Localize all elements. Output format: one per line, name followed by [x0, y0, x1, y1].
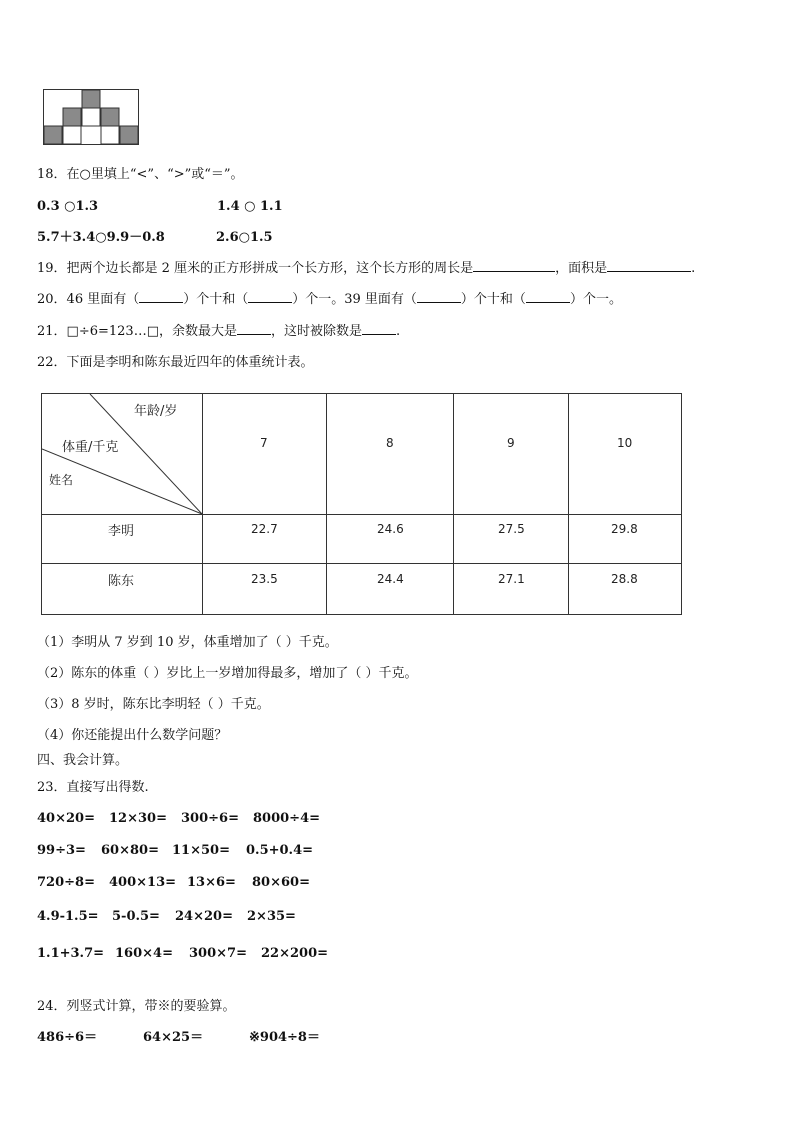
calc-item: 11×50= [172, 843, 230, 858]
q18-item: 1.4 ○ 1.1 [217, 199, 283, 214]
row-name: 李明 [108, 524, 135, 539]
section-heading: 四、我会计算。 [37, 753, 129, 768]
q18-item: 2.6○1.5 [216, 230, 273, 245]
answer-blank[interactable] [473, 259, 555, 272]
q20-question [37, 290, 622, 309]
q21-text: ，这时被除数是 [270, 324, 362, 339]
answer-blank[interactable] [248, 290, 292, 303]
pattern-square-outline [63, 126, 81, 144]
answer-blank[interactable] [417, 290, 461, 303]
header-name: 姓名 [49, 473, 74, 487]
q20-text: ）个十和（ [460, 292, 526, 307]
q22-title: 22．下面是李明和陈东最近四年的体重统计表。 [37, 355, 314, 370]
q19-text: . [691, 261, 696, 276]
calc-item: 0.5+0.4= [246, 843, 314, 858]
q20-text: ）个一。39 里面有（ [292, 292, 417, 307]
q21-text: 21．□÷6=123…□，余数最大是 [37, 324, 237, 339]
age-cell: 9 [507, 436, 515, 450]
calc-item: 2×35= [247, 909, 296, 924]
calc-item: 4.9-1.5= [37, 909, 99, 924]
q22-sub-question: （3）8 岁时，陈东比李明轻（ ）千克。 [37, 697, 270, 712]
q19-question [37, 259, 695, 278]
answer-blank[interactable] [362, 322, 396, 335]
calc-item: 13×6= [187, 875, 236, 890]
q22-sub-question: （4）你还能提出什么数学问题？ [37, 728, 228, 743]
calc-item: 400×13= [109, 875, 177, 890]
table-grid-line [42, 563, 681, 564]
answer-blank[interactable] [607, 259, 691, 272]
pattern-square [101, 108, 119, 126]
calc-item: 64×25＝ [143, 1030, 204, 1045]
answer-blank[interactable] [526, 290, 570, 303]
q20-text: ）个一。 [569, 292, 622, 307]
calc-item: 24×20= [175, 909, 233, 924]
weight-table [41, 393, 682, 615]
pattern-square [63, 108, 81, 126]
calc-item: 1.1+3.7= [37, 946, 105, 961]
q18-item: 5.7＋3.4○9.9－0.8 [37, 230, 165, 245]
calc-item: 300×7= [189, 946, 247, 961]
weight-value: 22.7 [251, 522, 278, 536]
calc-item: 22×200= [261, 946, 329, 961]
calc-item: 80×60= [252, 875, 310, 890]
table-grid-line [453, 394, 454, 614]
weight-value: 29.8 [611, 522, 638, 536]
header-age: 年龄/岁 [134, 404, 178, 419]
age-cell: 7 [260, 436, 268, 450]
calc-item: 5-0.5= [112, 909, 160, 924]
answer-blank[interactable] [237, 322, 271, 335]
pattern-square-outline [82, 108, 100, 126]
table-grid-line [568, 394, 569, 614]
calc-item: 40×20= [37, 811, 95, 826]
q24-title: 24．列竖式计算，带※的要验算。 [37, 999, 236, 1014]
answer-blank[interactable] [139, 290, 183, 303]
calc-item: 99÷3= [37, 843, 86, 858]
q21-question [37, 322, 400, 341]
weight-value: 27.1 [498, 572, 525, 586]
calc-item: 300÷6= [181, 811, 239, 826]
calc-item: 60×80= [101, 843, 159, 858]
q18-title: 18．在○里填上“<”、“>”或“＝”。 [37, 167, 244, 182]
pattern-square [120, 126, 138, 144]
q20-text: ）个十和（ [183, 292, 249, 307]
weight-value: 24.4 [377, 572, 404, 586]
q20-text: 20．46 里面有（ [37, 292, 140, 307]
calc-item: 160×4= [115, 946, 173, 961]
square-pattern-figure [43, 89, 139, 145]
pattern-square [82, 90, 100, 108]
age-cell: 8 [386, 436, 394, 450]
calc-item: 486÷6＝ [37, 1030, 98, 1045]
header-weight: 体重/千克 [62, 440, 119, 455]
table-grid-line [326, 394, 327, 614]
weight-value: 27.5 [498, 522, 525, 536]
calc-item: ※904÷8＝ [249, 1030, 320, 1045]
q23-title: 23．直接写出得数. [37, 780, 149, 795]
q18-item: 0.3 ○1.3 [37, 199, 99, 214]
row-name: 陈东 [108, 574, 135, 589]
q19-text: 19．把两个边长都是 2 厘米的正方形拼成一个长方形，这个长方形的周长是 [37, 261, 474, 276]
weight-value: 23.5 [251, 572, 278, 586]
pattern-square-outline [101, 126, 119, 144]
pattern-square [44, 126, 62, 144]
calc-item: 12×30= [109, 811, 167, 826]
q22-sub-question: （2）陈东的体重（ ）岁比上一岁增加得最多，增加了（ ）千克。 [37, 666, 418, 681]
weight-value: 28.8 [611, 572, 638, 586]
q22-sub-question: （1）李明从 7 岁到 10 岁，体重增加了（ ）千克。 [37, 635, 338, 650]
weight-value: 24.6 [377, 522, 404, 536]
q19-text: ，面积是 [555, 261, 608, 276]
q21-text: . [396, 324, 401, 339]
calc-item: 8000÷4= [253, 811, 321, 826]
age-cell: 10 [617, 436, 633, 450]
calc-item: 720÷8= [37, 875, 95, 890]
